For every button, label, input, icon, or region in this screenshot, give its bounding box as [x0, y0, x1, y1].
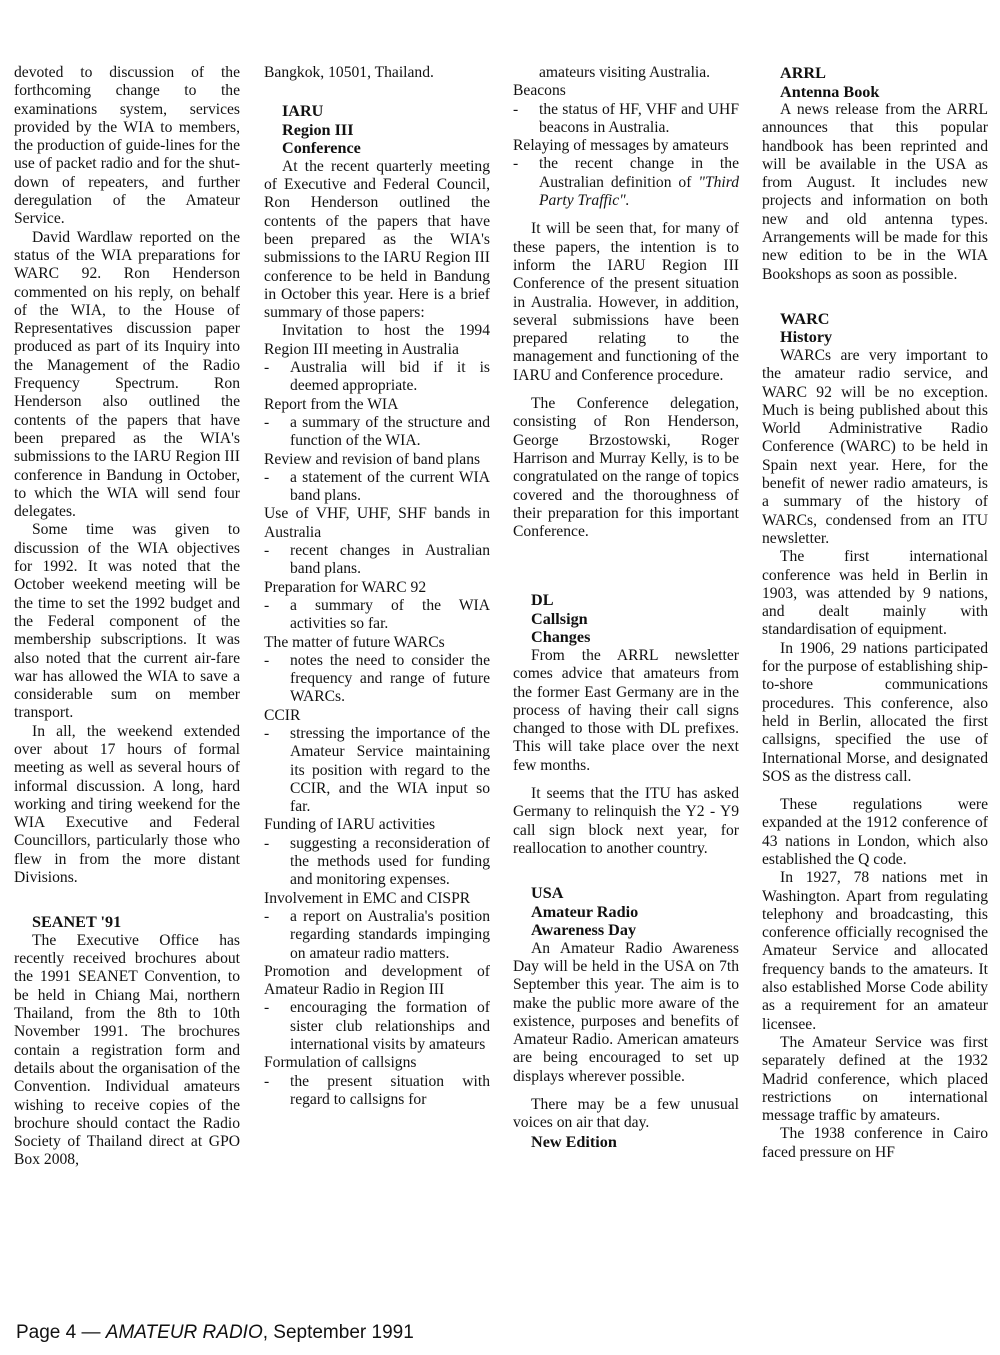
warc-heading-line-1: WARC: [780, 309, 830, 328]
usa-heading-line-1: USA: [531, 884, 564, 903]
col3-paragraph-6: There may be a few unusual voices on air that day.: [513, 1096, 739, 1132]
bullet-dash: -: [264, 651, 270, 669]
seanet-heading: SEANET '91: [32, 913, 122, 932]
bullet-item: [264, 999, 490, 1054]
item-title: Preparation for WARC 92: [264, 578, 427, 596]
column-1: [14, 64, 240, 1170]
arrl-heading-line-2: Antenna Book: [780, 82, 880, 101]
bullet-dash: -: [513, 100, 519, 118]
item-title: Formulation of callsigns: [264, 1054, 417, 1072]
bullet-text: a report on Australia's position regarding standards impinging on amateur radio matters.: [290, 907, 490, 962]
arrl-heading-line-1: ARRL: [780, 64, 826, 82]
bullet-text: the present situation with regard to callsigns for: [290, 1072, 490, 1108]
footer-page-number: Page 4 —: [16, 1322, 106, 1343]
col4-paragraph-1: A news release from the ARRL announces that this popular handbook has been reprinted and will be available in the USA as from August. It includes new projects and information on both new and old antenna types. Arrangements will be made for this new edition to be in the WIA Bookshops as soon as possible.: [762, 101, 988, 283]
bullet-item: [264, 597, 490, 634]
item-title: The matter of future WARCs: [264, 633, 445, 651]
col2-paragraph-2: At the recent quarterly meeting of Executive and Federal Council, Ron Henderson outlined the contents of the papers that have been prepared as the WIA's submissions to the IARU Region III conference to be held in Bandung in October this year. Here is a brief summary of those papers:: [264, 157, 490, 322]
item-title: Use of VHF, UHF, SHF bands in Australia: [264, 505, 490, 541]
bullet-text-part: the recent change in the Australian definition of: [539, 155, 739, 191]
col4-paragraph-3: The first international conference was held in Berlin in 1903, was attended by 9 nations, and dealt mainly with standardisation of equipment.: [762, 548, 988, 639]
column-4: [762, 64, 988, 1162]
bullet-text: stressing the importance of the Amateur Service maintaining its position with regard to the CCIR, and the WIA input so far.: [290, 725, 490, 816]
col1-paragraph-2: David Wardlaw reported on the status of the WIA preparations for WARC 92. Ron Henderson commented on his reply, on behalf of the WIA, to the House of Representatives discussion paper produced as part of its Inquiry into the Management of the Radio Frequency Spectrum. Ron Henderson also outlined the contents of the papers that have been prepared as the WIA's submissions to the IARU Region III conference in Bandung in October, to which the WIA will send four delegates.: [14, 228, 240, 521]
col1-paragraph-1: devoted to discussion of the forthcoming change to the examinations system, services provided by the WIA to members, the production of guide-lines for the use of packet radio and for the shut-down of repeaters, and further deregulation of the Amateur Service.: [14, 64, 240, 228]
col4-paragraph-2: WARCs are very important to the amateur radio service, and WARC 92 will be no exception. Much is being published about this World Administrative Radio Conference (WARC) to be held in Spain next year. Here, for the benefit of newer radio amateurs, is a summary of the history of WARCs, condensed from an ITU newsletter.: [762, 346, 988, 547]
bullet-dash: -: [264, 413, 270, 431]
item-title: Funding of IARU activities: [264, 816, 436, 834]
bullet-text: the status of HF, VHF and UHF beacons in Australia.: [539, 100, 739, 136]
dl-heading-line-3: Changes: [531, 628, 591, 647]
bullet-item: [264, 359, 490, 396]
bullet-dash: -: [264, 596, 270, 614]
col1-paragraph-5: The Executive Office has recently received brochures about the 1991 SEANET Convention, to be held in Chiang Mai, northern Thailand, from the 8th to 10th November 1991. The brochures contain a registration form and details about the organisation of the Convention. Individual amateurs wishing to receive copies of the brochure should contact the Radio Society of Thailand direct at GPO Box 2008,: [14, 931, 240, 1169]
bullet-continuation: [513, 64, 739, 82]
item-title: Report from the WIA: [264, 395, 399, 413]
column-2: [264, 64, 490, 1109]
col1-paragraph-4: In all, the weekend extended over about 17 hours of formal meeting as well as several hours of informal discussion. A long, hard working and tiring weekend for the WIA Executive and Federal Councillors, particularly those who flew in from the more distant Divisions.: [14, 722, 240, 887]
bullet-dash: -: [264, 468, 270, 486]
usa-heading-line-3: Awareness Day: [531, 921, 637, 940]
item-title: Invitation to host the 1994 Region III meeting in Australia: [264, 322, 490, 358]
third-party-traffic: "Third Party Traffic".: [539, 173, 739, 210]
col3-paragraph-4: It seems that the ITU has asked Germany to relinquish the Y2 - Y9 call sign block next year, for reallocation to another country.: [513, 785, 739, 857]
col4-paragraph-4: In 1906, 29 nations participated for the purpose of establishing ship-to-shore communications procedures. This conference, also held in Berlin, allocated the first callsigns, specified the use of International Morse, and designated SOS as the distress call.: [762, 639, 988, 785]
page-footer: [16, 1322, 414, 1344]
item-title: Promotion and development of Amateur Radio in Region III: [264, 962, 490, 999]
col3-paragraph-5: An Amateur Radio Awareness Day will be held in the USA on 7th September this year. The aim is to make the public more aware of the existence, purposes and benefits of Amateur Radio. American amateurs are being encouraged to set up displays wherever possible.: [513, 939, 739, 1085]
bullet-dash: -: [264, 834, 270, 852]
bullet-item: [264, 542, 490, 579]
col4-paragraph-7: The Amateur Service was first separately defined at the 1932 Madrid conference, which placed restrictions on international message traffic by amateurs.: [762, 1033, 988, 1125]
col4-paragraph-5: These regulations were expanded at the 1912 conference of 43 nations in London, which also established the Q code.: [762, 796, 988, 868]
footer-magazine-title: AMATEUR RADIO: [105, 1322, 263, 1343]
new-edition-heading: New Edition: [531, 1132, 617, 1151]
relaying-title: Relaying of messages by amateurs: [513, 137, 729, 155]
bullet-item: [513, 155, 739, 210]
bullet-text: a statement of the current WIA band plans.: [290, 468, 490, 505]
bullet-item: [264, 652, 490, 707]
iaru-heading-line-3: Conference: [282, 139, 361, 158]
bullet-dash: -: [264, 359, 270, 377]
bullet-text: recent changes in Australian band plans.: [290, 542, 490, 578]
item-title: Review and revision of band plans: [264, 450, 481, 468]
col4-paragraph-8: The 1938 conference in Cairo faced pressure on HF: [762, 1125, 988, 1161]
bullet-dash: -: [513, 155, 519, 173]
usa-heading-line-2: Amateur Radio: [531, 902, 639, 921]
warc-heading-line-2: History: [780, 328, 833, 347]
bullet-item: [264, 1073, 490, 1110]
col2-paragraph-1: Bangkok, 10501, Thailand.: [264, 64, 434, 81]
item-title: Involvement in EMC and CISPR: [264, 889, 471, 907]
bullet-dash: -: [264, 907, 270, 925]
bullet-text: notes the need to consider the frequency and range of future WARCs.: [290, 651, 490, 706]
item-title: CCIR: [264, 706, 301, 724]
bullet-item: [513, 101, 739, 138]
col3-paragraph-2: The Conference delegation, consisting of Ron Henderson, George Brzostowski, Roger Harrison and Murray Kelly, is to be congratulated on the range of topics covered and the thoroughness of their preparation for this important Conference.: [513, 395, 739, 541]
bullet-text: Australia will bid if it is deemed appropriate.: [290, 359, 490, 395]
bullet-text: suggesting a reconsideration of the methods used for funding and monitoring expenses.: [290, 834, 490, 889]
bullet-item: [264, 469, 490, 506]
iaru-heading-line-1: IARU: [282, 102, 324, 121]
beacons-title: Beacons: [513, 82, 566, 100]
bullet-text: a summary of the structure and function of the WIA.: [290, 413, 490, 450]
bullet-text: amateurs visiting Australia.: [539, 64, 711, 81]
bullet-item: [264, 835, 490, 890]
bullet-dash: -: [264, 542, 270, 560]
col1-paragraph-3: Some time was given to discussion of the WIA objectives for 1992. It was noted that the October weekend meeting will be the time to set the 1992 budget and the Federal component of the membership subscriptions. It was also noted that the current air-fare war has allowed the WIA to save a considerable sum on member transport.: [14, 521, 240, 722]
col3-paragraph-1: It will be seen that, for many of these papers, the intention is to inform the IARU Region III Conference of the present situation in Australia. However, in addition, several submissions have been prepared relating to the management and functioning of the IARU and Conference procedure.: [513, 220, 739, 384]
bullet-item: [264, 725, 490, 816]
bullet-text: a summary of the WIA activities so far.: [290, 596, 490, 633]
dl-heading-line-1: DL: [531, 591, 554, 610]
footer-date: , September 1991: [262, 1322, 414, 1343]
bullet-item: [264, 908, 490, 963]
iaru-heading-line-2: Region III: [282, 120, 354, 139]
dl-heading-line-2: Callsign: [531, 609, 588, 628]
col3-paragraph-3: From the ARRL newsletter comes advice that amateurs from the former East Germany are in the process of having their call signs changed to those with DL prefixes. This will take place over the next few months.: [513, 646, 739, 774]
bullet-dash: -: [264, 725, 270, 742]
bullet-text: encouraging the formation of sister club relationships and international visits by amateurs: [290, 999, 490, 1054]
bullet-dash: -: [264, 999, 270, 1017]
bullet-item: [264, 414, 490, 451]
column-3: [513, 64, 739, 1151]
bullet-text: [539, 155, 739, 210]
bullet-dash: -: [264, 1072, 270, 1090]
col4-paragraph-6: In 1927, 78 nations met in Washington. Apart from regulating telephony and broadcasting, this conference officially recognised the Amateur Service and allocated frequency bands to the amateurs. It also established Morse Code ability as a requirement for an amateur licensee.: [762, 869, 988, 1033]
